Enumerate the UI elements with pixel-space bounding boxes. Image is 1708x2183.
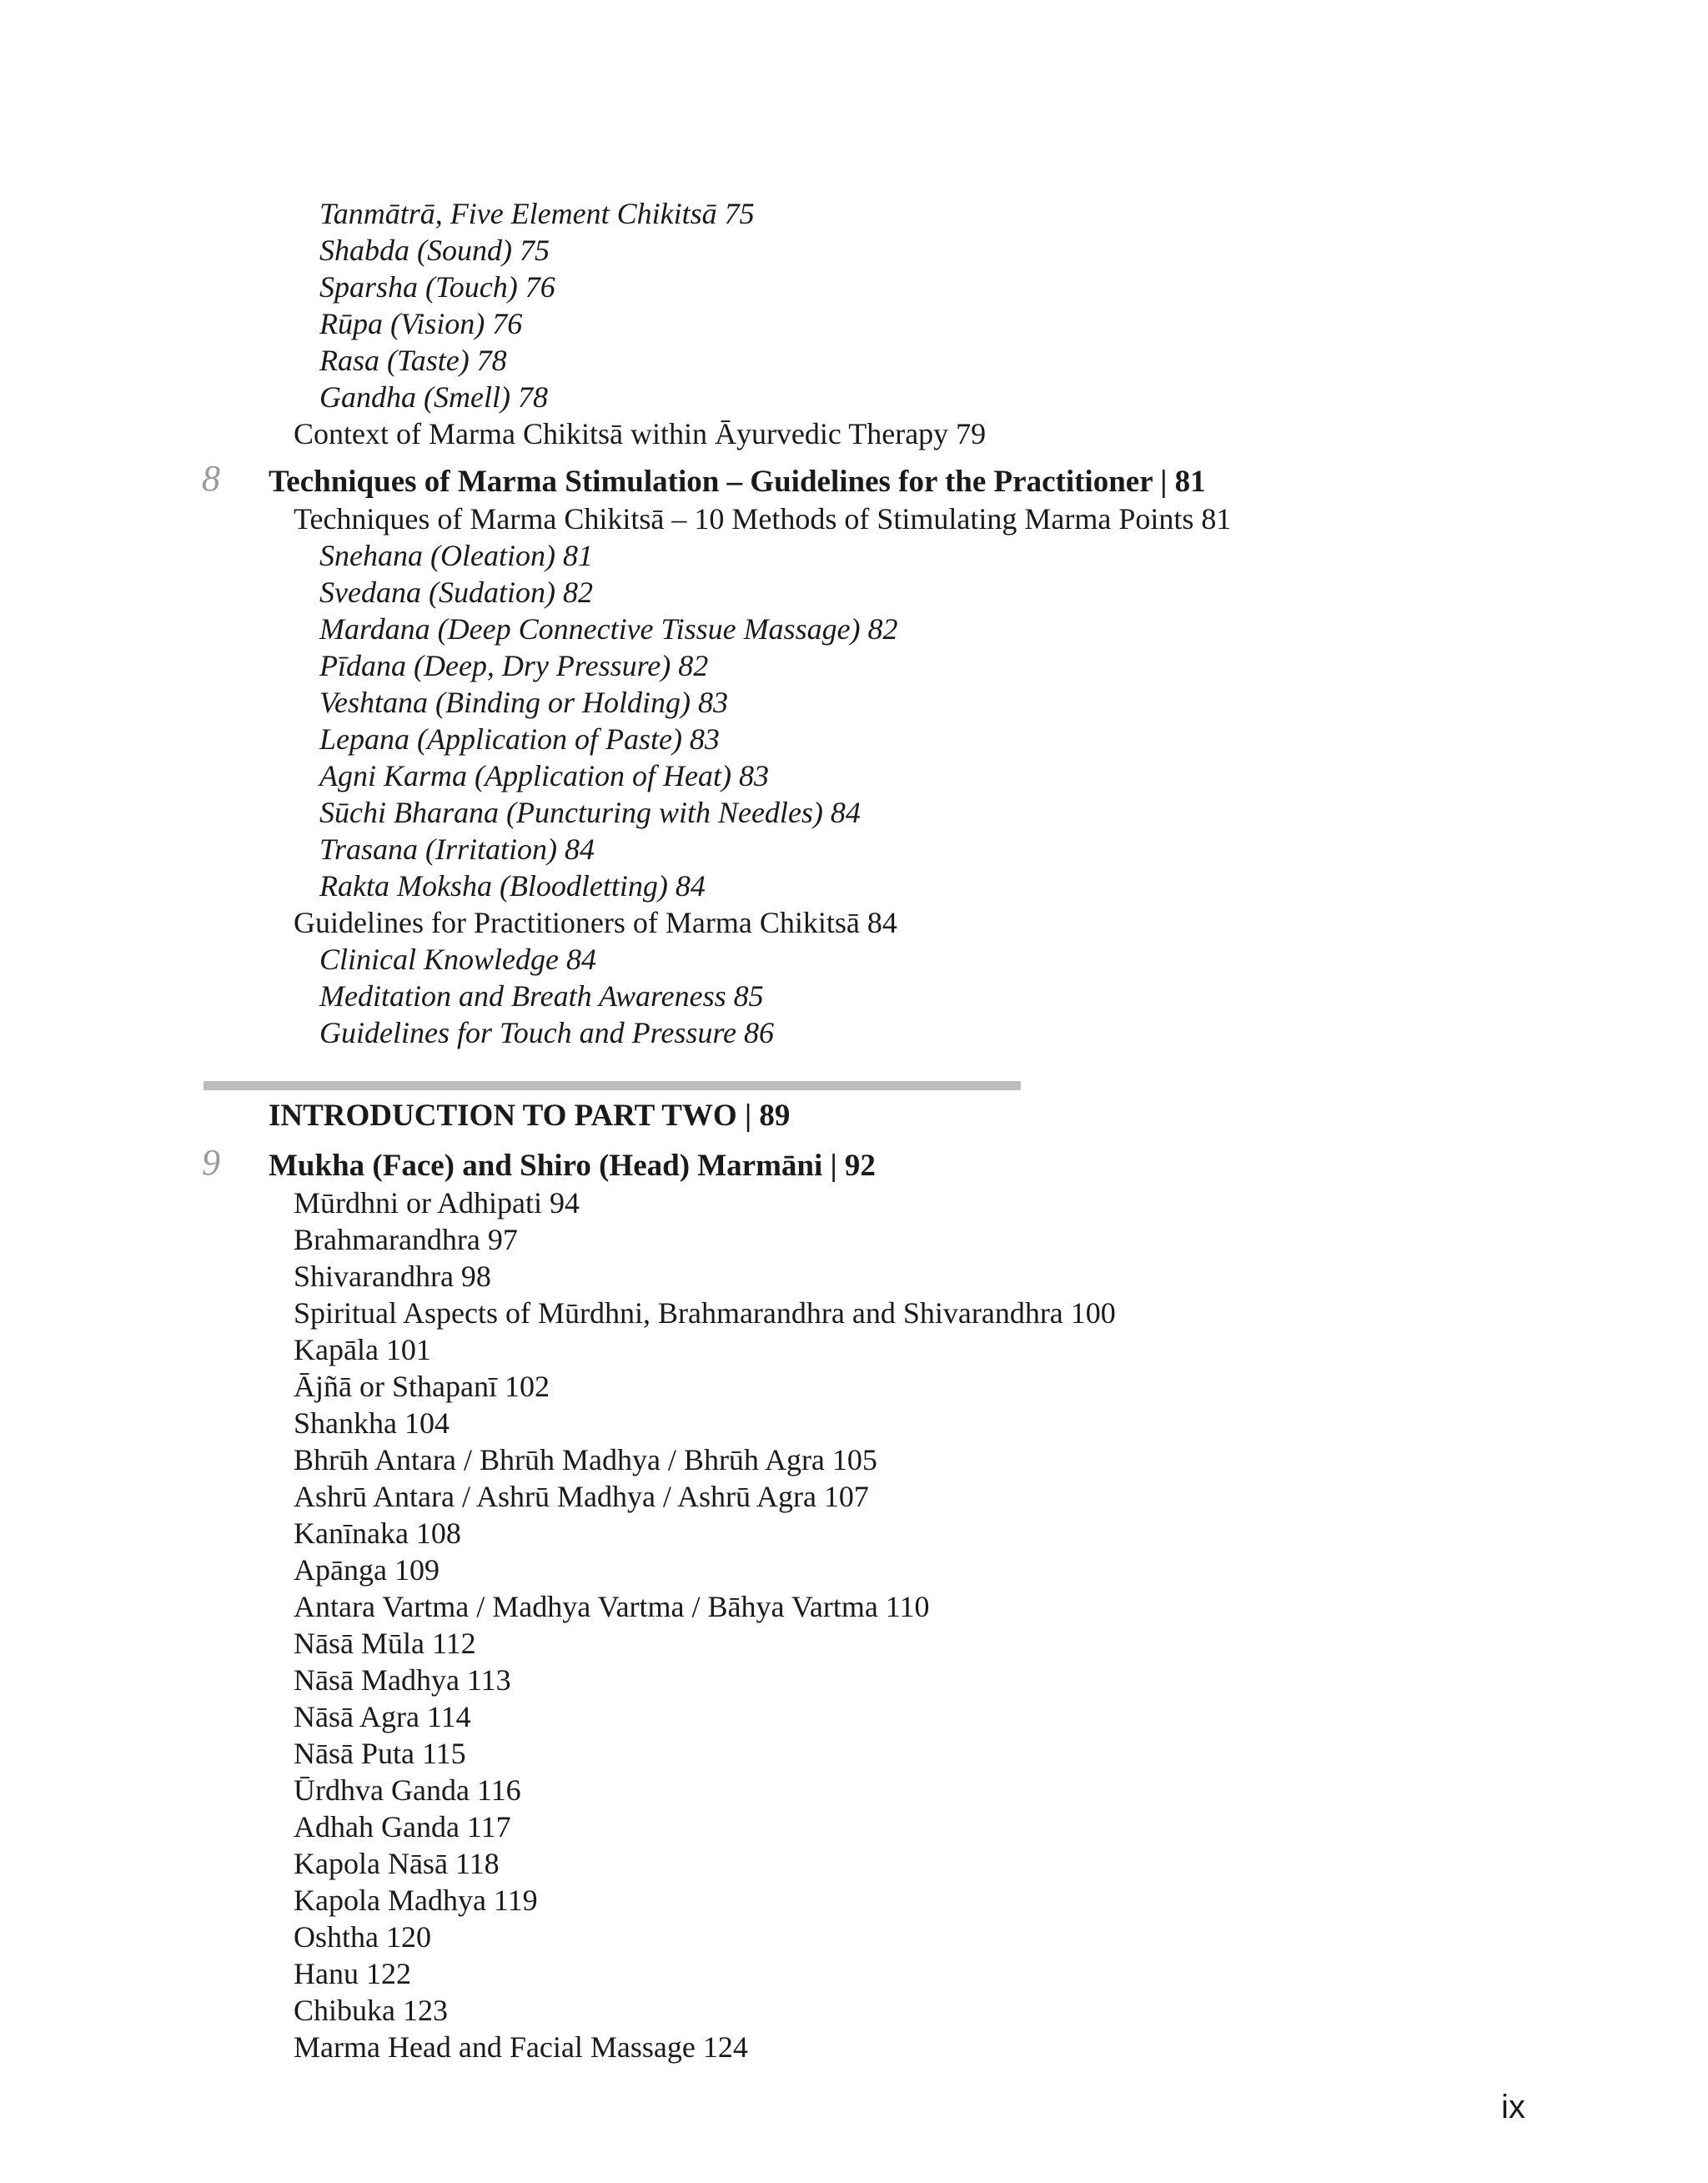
toc-entry: Trasana (Irritation) 84	[319, 832, 595, 866]
toc-entry: Brahmarandhra 97	[294, 1223, 518, 1256]
toc-entry: Rakta Moksha (Bloodletting) 84	[319, 869, 706, 903]
toc-entry: Sūchi Bharana (Puncturing with Needles) 84	[319, 796, 861, 829]
toc-entry: Chibuka 123	[294, 1994, 448, 2027]
toc-entry: Svedana (Sudation) 82	[319, 576, 593, 609]
toc-entry: Snehana (Oleation) 81	[319, 539, 593, 572]
toc-entry: Mardana (Deep Connective Tissue Massage) 82	[319, 612, 898, 646]
toc-entry: Kapāla 101	[294, 1333, 431, 1366]
toc-entry: Guidelines for Touch and Pressure 86	[319, 1016, 774, 1049]
toc-entry: Context of Marma Chikitsā within Āyurvedic Therapy 79	[294, 417, 987, 450]
toc-entry: Kanīnaka 108	[294, 1517, 461, 1550]
chapter-title: Techniques of Marma Stimulation – Guidelines for the Practitioner | 81	[269, 465, 1206, 499]
toc-entry: Sparsha (Touch) 76	[319, 270, 555, 304]
toc-entry: Mūrdhni or Adhipati 94	[294, 1186, 580, 1220]
toc-entry: Nāsā Madhya 113	[294, 1663, 511, 1697]
toc-entry: Nāsā Agra 114	[294, 1700, 471, 1733]
toc-entry: Pīdana (Deep, Dry Pressure) 82	[319, 649, 709, 682]
chapter-title: Mukha (Face) and Shiro (Head) Marmāni | 92	[269, 1149, 876, 1183]
toc-entry: Ājñā or Sthapanī 102	[294, 1370, 550, 1403]
chapter-number: 8	[202, 458, 220, 499]
toc-entry: Antara Vartma / Madhya Vartma / Bāhya Vartma 110	[294, 1590, 930, 1623]
toc-entry: Clinical Knowledge 84	[319, 943, 596, 976]
toc-entry: Ashrū Antara / Ashrū Madhya / Ashrū Agra 107	[294, 1480, 869, 1513]
toc-entry: Lepana (Application of Paste) 83	[319, 722, 720, 756]
toc-entry: Shankha 104	[294, 1406, 450, 1440]
toc-entry: Meditation and Breath Awareness 85	[319, 979, 764, 1013]
toc-entry: Ūrdhva Ganda 116	[294, 1773, 521, 1807]
toc-entry: Tanmātrā, Five Element Chikitsā 75	[319, 197, 755, 230]
toc-entry: Shivarandhra 98	[294, 1260, 491, 1293]
toc-entry: Gandha (Smell) 78	[319, 380, 548, 414]
section-divider	[203, 1081, 1021, 1090]
toc-entry: Oshtha 120	[294, 1920, 431, 1954]
toc-entry: Nāsā Mūla 112	[294, 1627, 476, 1660]
chapter-number: 9	[202, 1142, 220, 1183]
toc-entry: Shabda (Sound) 75	[319, 234, 550, 267]
toc-entry: Hanu 122	[294, 1957, 411, 1990]
toc-entry: Techniques of Marma Chikitsā – 10 Methods of Stimulating Marma Points 81	[294, 502, 1232, 536]
toc-entry: Spiritual Aspects of Mūrdhni, Brahmarandhra and Shivarandhra 100	[294, 1296, 1116, 1330]
toc-entry: Rasa (Taste) 78	[319, 344, 507, 377]
part-heading: INTRODUCTION TO PART TWO | 89	[269, 1099, 791, 1133]
toc-entry: Apānga 109	[294, 1553, 440, 1587]
toc-entry: Veshtana (Binding or Holding) 83	[319, 686, 728, 719]
toc-entry: Bhrūh Antara / Bhrūh Madhya / Bhrūh Agra 105	[294, 1443, 877, 1476]
toc-entry: Agni Karma (Application of Heat) 83	[319, 759, 769, 792]
toc-entry: Guidelines for Practitioners of Marma Chikitsā 84	[294, 906, 897, 939]
toc-entry: Adhah Ganda 117	[294, 1810, 511, 1843]
toc-entry: Kapola Madhya 119	[294, 1884, 538, 1917]
toc-entry: Kapola Nāsā 118	[294, 1847, 500, 1880]
toc-entry: Nāsā Puta 115	[294, 1737, 466, 1770]
toc-entry: Rūpa (Vision) 76	[319, 307, 523, 340]
page-number: ix	[1501, 2089, 1525, 2125]
toc-entry: Marma Head and Facial Massage 124	[294, 2030, 748, 2064]
